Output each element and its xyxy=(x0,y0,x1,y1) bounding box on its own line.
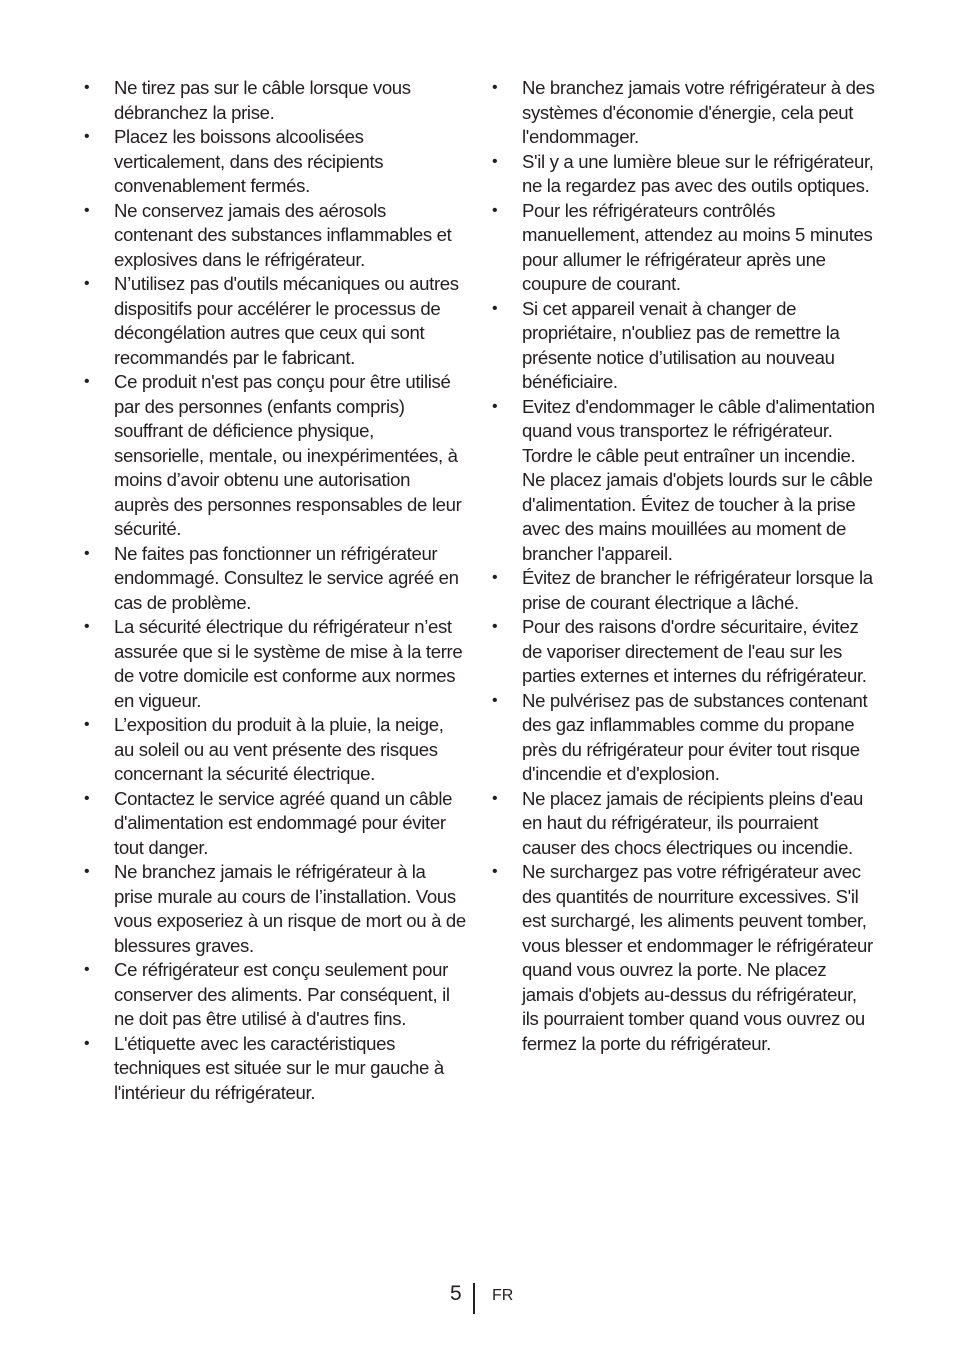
bullet-icon: • xyxy=(492,79,498,96)
list-item xyxy=(492,150,876,199)
bullet-icon: • xyxy=(84,1034,90,1052)
bullet-icon: • xyxy=(492,789,498,807)
bullet-icon: • xyxy=(492,863,498,880)
list-item xyxy=(84,199,466,273)
list-item-text: Placez les boissons alcoolisées verticalement, dans des récipients convenablement fermés. xyxy=(114,126,384,196)
bullet-icon: • xyxy=(492,691,498,709)
list-item-text: Ne pulvérisez pas de substances contenant des gaz inflammables comme du propane près du réfrigérateur pour éviter tout risque d'incendie et d'explosion. xyxy=(522,689,868,784)
list-item xyxy=(492,199,876,297)
page-footer xyxy=(0,1281,954,1315)
list-item xyxy=(84,713,466,787)
list-item xyxy=(492,787,876,861)
language-code: FR xyxy=(492,1287,514,1304)
list-item xyxy=(84,370,466,542)
list-item-text: Ne branchez jamais votre réfrigérateur à des systèmes d'économie d'énergie, cela peut l'endommager. xyxy=(522,77,875,147)
bullet-icon: • xyxy=(492,397,498,415)
bullet-icon: • xyxy=(492,201,498,219)
left-column-safety-list xyxy=(84,76,466,1105)
list-item xyxy=(492,76,876,150)
bullet-icon: • xyxy=(492,152,498,170)
list-item-text: Evitez d'endommager le câble d'alimentation quand vous transportez le réfrigérateur. Tordre le câble peut entraîner un incendie. Ne placez jamais d'objets lourds sur le câble d'alimentation. Évitez de toucher à la prise avec des mains mouillées au moment de brancher l'appareil. xyxy=(522,395,875,564)
list-item xyxy=(84,615,466,713)
bullet-icon: • xyxy=(84,201,90,219)
list-item-text: Ne conservez jamais des aérosols contenant des substances inflammables et explosives dans le réfrigérateur. xyxy=(114,199,452,270)
bullet-icon: • xyxy=(84,275,90,292)
list-item-text: Évitez de brancher le réfrigérateur lorsque la prise de courant électrique a lâché. xyxy=(522,567,873,613)
list-item-text: Ne surchargez pas votre réfrigérateur avec des quantités de nourriture excessives. S'il est surchargé, les aliments peuvent tomber, vous blesser et endommager le réfrigérateur quand vous ouvrez la porte. Ne placez jamais d'objets au-dessus du réfrigérateur, ils pourraient tomber quand vous ouvrez ou fermez la porte du réfrigérateur. xyxy=(522,861,873,1054)
bullet-icon: • xyxy=(84,544,90,562)
list-item xyxy=(492,615,876,689)
bullet-icon: • xyxy=(84,863,90,880)
bullet-icon: • xyxy=(84,789,90,807)
list-item-text: Ne placez jamais de récipients pleins d'eau en haut du réfrigérateur, ils pourraient causer des chocs électriques ou incendie. xyxy=(522,787,863,858)
bullet-icon: • xyxy=(84,716,90,733)
bullet-icon: • xyxy=(84,128,90,145)
list-item-text: Ce produit n'est pas conçu pour être utilisé par des personnes (enfants compris) souffrant de déficience physique, sensorielle, mentale, ou inexpérimentées, à moins d’avoir obtenu une autorisation auprès des personnes responsables de leur sécurité. xyxy=(114,371,462,539)
list-item xyxy=(492,566,876,615)
list-item xyxy=(84,787,466,861)
list-item-text: N’utilisez pas d'outils mécaniques ou autres dispositifs pour accélérer le processus de décongélation autres que ceux qui sont recommandés par le fabricant. xyxy=(114,273,459,368)
bullet-icon: • xyxy=(84,79,90,96)
bullet-icon: • xyxy=(84,961,90,978)
page-number: 5 xyxy=(450,1282,462,1305)
list-item xyxy=(492,297,876,395)
footer-divider xyxy=(473,1283,475,1314)
bullet-icon: • xyxy=(84,618,90,635)
right-column-safety-list xyxy=(492,76,876,1056)
list-item xyxy=(84,76,466,125)
list-item-text: Ce réfrigérateur est conçu seulement pour conserver des aliments. Par conséquent, il ne doit pas être utilisé à d'autres fins. xyxy=(114,959,450,1029)
list-item-text: Contactez le service agréé quand un câble d'alimentation est endommagé pour éviter tout danger. xyxy=(114,787,453,858)
list-item xyxy=(492,689,876,787)
list-item-text: Si cet appareil venait à changer de propriétaire, n'oubliez pas de remettre la présente notice d’utilisation au nouveau bénéficiaire. xyxy=(522,297,840,392)
list-item xyxy=(492,395,876,567)
bullet-icon: • xyxy=(492,299,498,317)
bullet-icon: • xyxy=(492,569,498,586)
list-item xyxy=(84,542,466,616)
list-item-text: Ne branchez jamais le réfrigérateur à la prise murale au cours de l’installation. Vous vous exposeriez à un risque de mort ou à de blessures graves. xyxy=(114,861,466,956)
list-item xyxy=(84,958,466,1032)
list-item xyxy=(84,125,466,199)
list-item xyxy=(84,860,466,958)
list-item xyxy=(84,1032,466,1106)
list-item-text: Ne faites pas fonctionner un réfrigérateur endommagé. Consultez le service agréé en cas de problème. xyxy=(114,542,459,613)
list-item-text: L’exposition du produit à la pluie, la neige, au soleil ou au vent présente des risques concernant la sécurité électrique. xyxy=(114,714,444,784)
list-item-text: La sécurité électrique du réfrigérateur n’est assurée que si le système de mise à la terre de votre domicile est conforme aux normes en vigueur. xyxy=(114,616,463,711)
list-item-text: Ne tirez pas sur le câble lorsque vous débranchez la prise. xyxy=(114,77,411,123)
list-item-text: Pour des raisons d'ordre sécuritaire, évitez de vaporiser directement de l'eau sur les parties externes et internes du réfrigérateur. xyxy=(522,616,867,686)
bullet-icon: • xyxy=(84,373,90,390)
list-item xyxy=(84,272,466,370)
list-item-text: L'étiquette avec les caractéristiques techniques est située sur le mur gauche à l'intérieur du réfrigérateur. xyxy=(114,1032,444,1103)
list-item xyxy=(492,860,876,1056)
bullet-icon: • xyxy=(492,618,498,635)
list-item-text: Pour les réfrigérateurs contrôlés manuellement, attendez au moins 5 minutes pour allumer le réfrigérateur après une coupure de courant. xyxy=(522,199,873,294)
list-item-text: S'il y a une lumière bleue sur le réfrigérateur, ne la regardez pas avec des outils optiques. xyxy=(522,150,874,196)
